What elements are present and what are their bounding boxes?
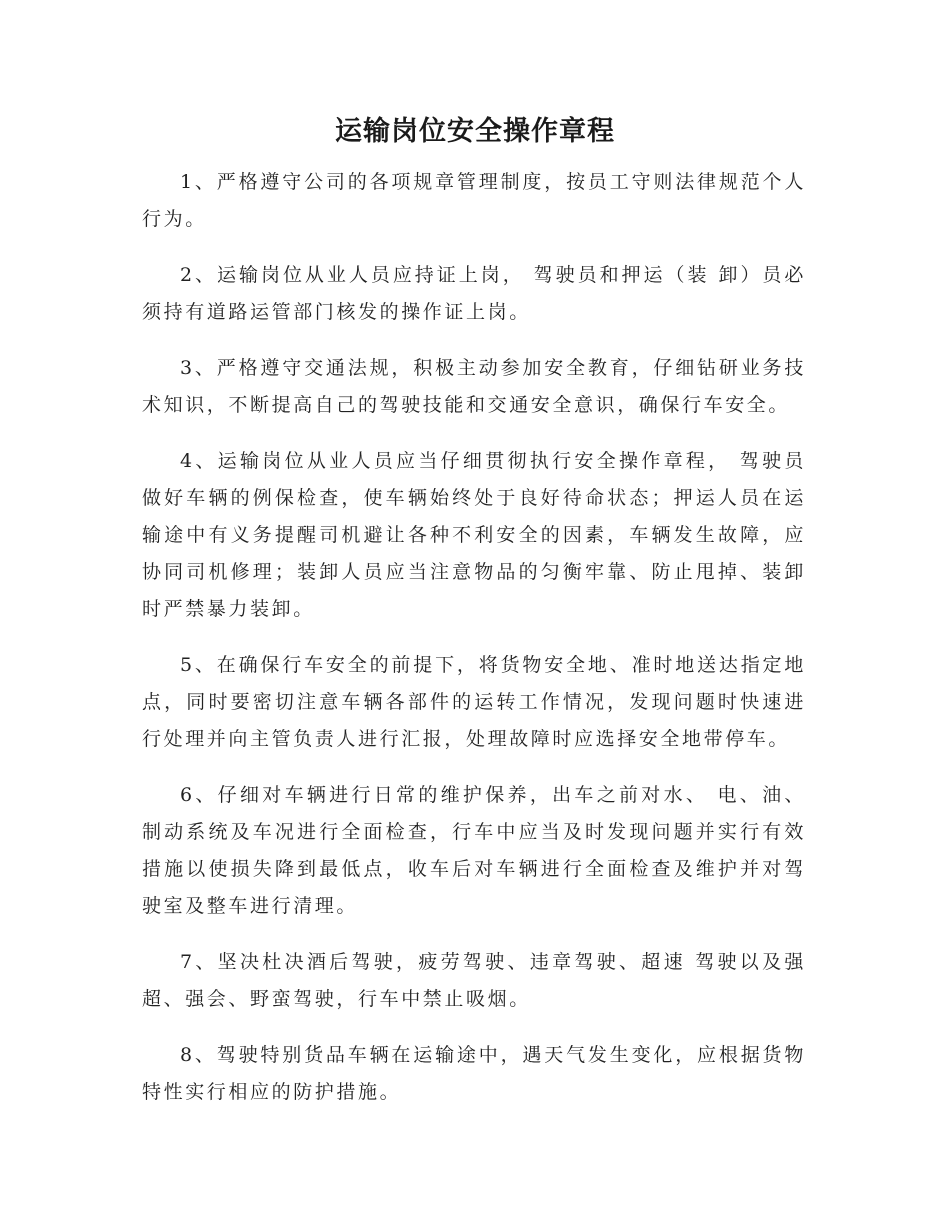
paragraph-7: 7、坚决杜决酒后驾驶，疲劳驾驶、违章驾驶、超速 驾驶以及强超、强会、野蛮驾驶，行车中禁止吸烟。 <box>142 951 806 1010</box>
document-title: 运输岗位安全操作章程 <box>335 116 615 147</box>
paragraph-6: 6、仔细对车辆进行日常的维护保养，出车之前对水、 电、油、制动系统及车况进行全面检查，行车中应当及时发现问题并实行有效措施以使损失降到最低点，收车后对车辆进行全面检查及维护并对驾驶室及整车进行清理。 <box>142 784 806 917</box>
paragraph-3: 3、严格遵守交通法规，积极主动参加安全教育，仔细钻研业务技术知识，不断提高自己的驾驶技能和交通安全意识，确保行车安全。 <box>142 357 806 416</box>
paragraph-2: 2、运输岗位从业人员应持证上岗， 驾驶员和押运（装 卸）员必须持有道路运管部门核发的操作证上岗。 <box>142 264 806 323</box>
paragraph-5: 5、在确保行车安全的前提下，将货物安全地、准时地送达指定地点，同时要密切注意车辆各部件的运转工作情况，发现问题时快速进行处理并向主管负责人进行汇报，处理故障时应选择安全地带停车。 <box>142 654 806 750</box>
paragraph-1: 1、严格遵守公司的各项规章管理制度，按员工守则法律规范个人行为。 <box>142 171 806 230</box>
document-body <box>142 164 806 1130</box>
paragraph-8: 8、驾驶特别货品车辆在运输途中，遇天气发生变化，应根据货物特性实行相应的防护措施。 <box>142 1044 806 1103</box>
paragraph-4: 4、运输岗位从业人员应当仔细贯彻执行安全操作章程， 驾驶员做好车辆的例保检查，使车辆始终处于良好待命状态；押运人员在运输途中有义务提醒司机避让各种不利安全的因素，车辆发生故障，应协同司机修理；装卸人员应当注意物品的匀衡牢靠、防止甩掉、装卸时严禁暴力装卸。 <box>142 450 806 620</box>
